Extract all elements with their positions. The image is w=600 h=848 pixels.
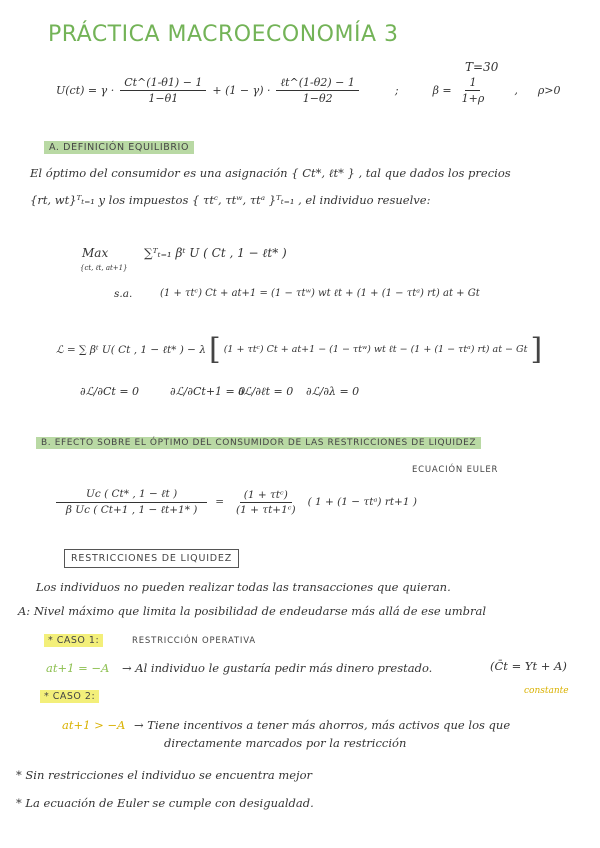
case1-constraint-paren: (C̄t = Yt + A) [490, 659, 567, 673]
beta-lhs: β = [432, 84, 452, 97]
section-b-line2: A: Nivel máximo que limita la posibilidad de endeudarse más allá de ese umbral [18, 604, 487, 618]
case1-text: → Al individuo le gustaría pedir más dinero prestado. [122, 661, 433, 675]
max-objective: ∑ᵀₜ₌₁ βᵗ U ( Ct , 1 − ℓt* ) [144, 246, 287, 260]
section-b-heading: B. EFECTO SOBRE EL ÓPTIMO DEL CONSUMIDOR DE LAS RESTRICCIONES DE LIQUIDEZ [36, 437, 481, 449]
foc-ct1: ∂ℒ/∂Ct+1 = 0 [170, 385, 246, 398]
section-a-line1: El óptimo del consumidor es una asignación { Ct*, ℓt* } , tal que dados los precios [30, 166, 511, 180]
lagrangian-lhs: ℒ = ∑ βᵗ U( Ct , 1 − ℓt* ) − λ [56, 343, 206, 356]
section-a-heading: A. DEFINICIÓN EQUILIBRIO [44, 141, 194, 154]
euler-lhs-fraction: $\frac{\text{Uc ( Ct* , 1 − ℓt )}}{\text{β Uc ( Ct+1 , 1 − ℓt+1* )}}$ [56, 488, 207, 516]
beta-fraction: $\frac{1}{1+\rho}$ [461, 76, 485, 105]
case1-condition: at+1 = −A [46, 661, 110, 675]
rho-condition: ρ>0 [537, 84, 561, 97]
constraint-label: s.a. [114, 288, 133, 300]
page-title: PRÁCTICA MACROECONOMÍA 3 [48, 22, 399, 47]
case2-condition: at+1 > −A [62, 718, 126, 732]
case1-title: RESTRICCIÓN OPERATIVA [132, 636, 256, 646]
euler-equation: $\frac{\text{Uc ( Ct* , 1 − ℓt )}}{\text{β Uc ( Ct+1 , 1 − ℓt+1* )}}$ = $\frac{\text{(1 + τtᶜ)}}{\text{(1 + τt+1ᶜ)}}$ ( 1 + (1 − τtᵃ) rt+1 ) [56, 488, 417, 516]
max-subscript: {ct, ℓt, at+1} [80, 264, 128, 272]
utility-separator: ; [394, 84, 399, 97]
case1-label: * CASO 1: [44, 634, 103, 647]
case2-text2: directamente marcados por la restricción [164, 736, 407, 750]
utility-fraction-leisure: $\frac{\text{ℓt\textasciicircum{}(1-θ2) − 1}}{1-\theta 2}$ [276, 76, 358, 105]
max-label: Max [82, 246, 109, 260]
utility-lhs: U(ct) = γ · [56, 84, 115, 97]
section-a-line2: {rt, wt}ᵀₜ₌₁ y los impuestos { τtᶜ, τtʷ, τtᵃ }ᵀₜ₌₁ , el individuo resuelve: [30, 193, 431, 207]
section-b-line1: Los individuos no pueden realizar todas las transacciones que quieran. [36, 580, 451, 594]
foc-lambda: ∂ℒ/∂λ = 0 [306, 385, 360, 398]
horizon-value: T=30 [465, 60, 499, 74]
utility-function: U(ct) = γ · $\frac{Ct\^{}(1-\theta 1) - 1}{1-\theta 1}$ + (1 − γ) · $\frac{\text{ℓt\textasciicircum{}(1-θ2) − 1}}{1-\theta 2}$ ; β = $\frac{1}{1+\rho}$ , ρ>0 [56, 76, 561, 105]
foc-lt: ∂ℒ/∂ℓt = 0 [238, 385, 294, 398]
case2-label: * CASO 2: [40, 690, 99, 703]
constant-note: constante [524, 686, 569, 696]
euler-rhs-fraction: $\frac{\text{(1 + τtᶜ)}}{\text{(1 + τt+1ᶜ)}}$ [236, 488, 296, 516]
bullet-euler-inequality: * La ecuación de Euler se cumple con desigualdad. [16, 796, 314, 810]
foc-ct: ∂ℒ/∂Ct = 0 [80, 385, 140, 398]
lagrangian: ℒ = ∑ βᵗ U( Ct , 1 − ℓt* ) − λ [ (1 + τtᶜ) Ct + at+1 − (1 − τtʷ) wt ℓt − (1 + (1 − τtᵃ) rt) at − Gt ] [56, 332, 543, 367]
budget-constraint: (1 + τtᶜ) Ct + at+1 = (1 − τtʷ) wt ℓt + (1 + (1 − τtᵃ) rt) at + Gt [160, 288, 480, 299]
utility-middle: + (1 − γ) · [212, 84, 271, 97]
bullet-no-restrictions: * Sin restricciones el individuo se encuentra mejor [16, 768, 313, 782]
euler-rhs-tail: ( 1 + (1 − τtᵃ) rt+1 ) [307, 496, 417, 508]
case2-text1: → Tiene incentivos a tener más ahorros, más activos que los que [134, 718, 511, 732]
euler-label: ECUACIÓN EULER [412, 465, 499, 475]
liquidity-restrictions-box: RESTRICCIONES DE LIQUIDEZ [64, 549, 239, 568]
lagrangian-inner: (1 + τtᶜ) Ct + at+1 − (1 − τtʷ) wt ℓt − (1 + (1 − τtᵃ) rt) at − Gt [223, 344, 528, 355]
utility-fraction-consumption: $\frac{Ct\^{}(1-\theta 1) - 1}{1-\theta 1}$ [120, 76, 206, 105]
